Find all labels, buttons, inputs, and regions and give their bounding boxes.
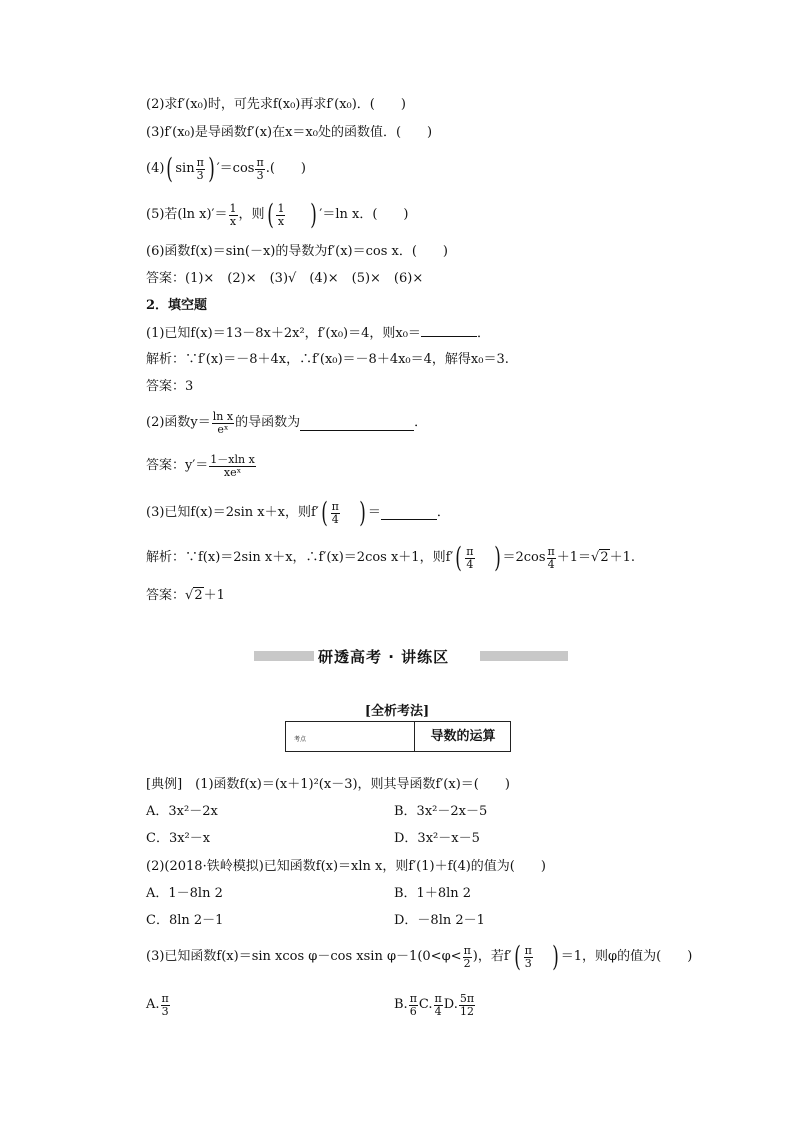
section-2-heading: 2．填空题 — [146, 298, 208, 313]
item-2: (2)求f′(x₀)时，可先求f(x₀)再求f′(x₀)．( ) — [146, 97, 406, 112]
fill-2-mid: 的导函数为 — [235, 415, 301, 430]
fraction-pi-3 — [196, 157, 205, 182]
q3-mid: )，若f′ — [472, 949, 512, 964]
paren-close: ) — [207, 152, 215, 185]
answer-1: 答案：(1)× (2)× (3)√ (4)× (5)× (6)× — [146, 271, 424, 286]
q3-end: ＝1，则φ的值为( ) — [560, 949, 693, 964]
numerator: π — [463, 943, 471, 957]
denominator: 4 — [547, 557, 555, 571]
item-4 — [146, 152, 306, 186]
numerator: 1－xln x — [210, 452, 255, 466]
answer-2: 答案：3 — [146, 379, 194, 394]
fill-1 — [146, 324, 490, 343]
fill-3 — [146, 496, 450, 530]
numerator: 1 — [277, 201, 285, 215]
option-d-label: D. — [443, 997, 458, 1012]
denominator: 3 — [196, 168, 204, 182]
item-5-end: ′＝ln x．( ) — [319, 207, 409, 222]
numerator: π — [466, 544, 474, 558]
denominator: 4 — [434, 1004, 442, 1018]
denominator: eˣ — [217, 422, 229, 436]
option-label: A. — [146, 997, 160, 1012]
fraction-pi-3 — [161, 993, 170, 1018]
example-q2: (2)(2018·铁岭模拟)已知函数f(x)＝xln x，则f′(1)＋f(4)的值为( ) — [146, 859, 546, 874]
paren-open: ( — [513, 940, 521, 973]
kaofa-title: [全析考法] — [364, 704, 430, 719]
fraction-pi-3 — [524, 945, 533, 970]
fraction-5pi-12 — [459, 993, 475, 1018]
fill-2 — [146, 406, 427, 440]
fill-1-end: ． — [476, 326, 490, 341]
q3-options-bcd — [394, 988, 476, 1022]
kaofa-right-cell: 导数的运算 — [430, 729, 496, 744]
item-5-mid: ，则 — [238, 207, 265, 222]
q1-option-c: C．3x²－x — [146, 831, 211, 846]
item-5-label: (5)若(ln x)′＝ — [146, 207, 228, 222]
analysis-3 — [146, 541, 635, 575]
fraction-1-x — [276, 203, 285, 228]
answer-blank — [300, 416, 414, 431]
fraction-pi-4 — [434, 993, 443, 1018]
item-6: (6)函数f(x)＝sin(－x)的导数为f′(x)＝cos x．( ) — [146, 244, 449, 259]
fraction-1-x — [229, 203, 238, 228]
denominator: x — [229, 214, 237, 228]
q1-option-d: D．3x²－x－5 — [394, 831, 480, 846]
denominator: 3 — [524, 956, 532, 970]
numerator: ln x — [212, 409, 234, 423]
q1-option-b: B．3x²－2x－5 — [394, 804, 488, 819]
numerator: π — [434, 991, 442, 1005]
analysis-1: 解析：∵f′(x)＝－8＋4x，∴f′(x₀)＝－8＋4x₀＝4，解得x₀＝3. — [146, 352, 509, 367]
item-4-mid: ′＝cos — [216, 161, 255, 176]
example-q3 — [146, 940, 692, 974]
paren-close: ) — [310, 198, 318, 231]
fill-2-text: (2)函数y＝ — [146, 415, 211, 430]
denominator: 3 — [256, 168, 264, 182]
analysis-3-mid: ＝2cos — [502, 550, 546, 565]
answer-blank — [421, 324, 477, 337]
fraction-pi-4 — [331, 501, 340, 526]
analysis-3-end: ＋1. — [609, 550, 636, 565]
item-4-label: (4) — [146, 161, 165, 176]
item-5 — [146, 198, 409, 232]
fraction-pi-2 — [463, 945, 472, 970]
paren-open: ( — [266, 198, 274, 231]
option-b-label: B. — [394, 997, 408, 1012]
sin-text: sin — [175, 161, 195, 176]
paren-close: ) — [359, 496, 366, 529]
radicand: 2 — [600, 550, 609, 565]
paren-open: ( — [455, 541, 463, 574]
kaofa-left-label: 考点 — [294, 736, 307, 743]
numerator: π — [409, 991, 417, 1005]
banner-title: 研透高考 · 讲练区 — [318, 648, 450, 666]
paren-open: ( — [166, 152, 174, 185]
denominator: 2 — [463, 956, 471, 970]
q2-option-d: D．－8ln 2－1 — [394, 913, 485, 928]
q2-option-b: B．1＋8ln 2 — [394, 886, 472, 901]
kaofa-left-cell — [286, 722, 415, 751]
banner-bar-left — [254, 651, 314, 661]
section-banner — [254, 646, 568, 666]
analysis-3-mid2: ＋1＝ — [556, 550, 592, 565]
denominator: 4 — [466, 557, 474, 571]
q3-option-a — [146, 988, 171, 1022]
fraction-pi-3 — [255, 157, 264, 182]
analysis-3-text: 解析：∵f(x)＝2sin x＋x，∴f′(x)＝2cos x＋1，则f′ — [146, 550, 454, 565]
denominator: 4 — [331, 512, 339, 526]
fraction-lnx-ex — [212, 411, 234, 436]
denominator: 12 — [459, 1004, 474, 1018]
numerator: π — [524, 943, 532, 957]
item-4-end: .( ) — [265, 161, 306, 176]
fill-1-text: (1)已知f(x)＝13－8x＋2x²，f′(x₀)＝4，则x₀＝ — [146, 326, 421, 341]
fraction-pi-6 — [409, 993, 418, 1018]
numerator: 5π — [459, 991, 475, 1005]
answer-3 — [146, 449, 257, 483]
denominator: x — [277, 214, 285, 228]
numerator: π — [161, 991, 169, 1005]
sqrt-2: √2 — [185, 588, 203, 603]
paren-open: ( — [320, 496, 328, 529]
option-c-label: C. — [418, 997, 433, 1012]
paren-close: ) — [493, 541, 501, 574]
example-q1: [典例] (1)函数f(x)＝(x＋1)²(x－3)，则其导函数f′(x)＝( ) — [146, 777, 510, 792]
radicand: 2 — [194, 588, 203, 603]
answer-3-text: 答案：y′＝ — [146, 458, 209, 473]
denominator: 6 — [409, 1004, 417, 1018]
fill-3-eq: ＝ — [367, 505, 381, 520]
q1-option-a: A．3x²－2x — [146, 804, 218, 819]
answer-4-label: 答案： — [146, 588, 186, 603]
numerator: 1 — [229, 201, 237, 215]
fraction-pi-4 — [547, 546, 556, 571]
kaofa-table — [285, 721, 511, 752]
banner-bar-right — [480, 651, 568, 661]
sqrt-2: √2 — [591, 550, 609, 565]
answer-4 — [146, 587, 225, 605]
fill-3-end: ． — [436, 505, 450, 520]
q2-option-c: C．8ln 2－1 — [146, 913, 224, 928]
answer-blank — [381, 507, 437, 520]
paren-close: ) — [552, 940, 559, 973]
item-3: (3)f′(x₀)是导函数f′(x)在x＝x₀处的函数值．( ) — [146, 125, 433, 140]
fraction-derivative — [209, 454, 256, 479]
numerator: π — [256, 155, 264, 169]
fraction-pi-4 — [465, 546, 474, 571]
q3-text: (3)已知函数f(x)＝sin xcos φ－cos xsin φ－1(0<φ< — [146, 949, 462, 964]
q2-option-a: A．1－8ln 2 — [146, 886, 223, 901]
numerator: π — [331, 499, 339, 513]
numerator: π — [196, 155, 204, 169]
answer-4-end: ＋1 — [203, 588, 225, 603]
fill-3-text: (3)已知f(x)＝2sin x＋x，则f′ — [146, 505, 319, 520]
numerator: π — [547, 544, 555, 558]
denominator: xeˣ — [223, 465, 242, 479]
fill-2-end: ． — [414, 415, 428, 430]
denominator: 3 — [161, 1004, 169, 1018]
